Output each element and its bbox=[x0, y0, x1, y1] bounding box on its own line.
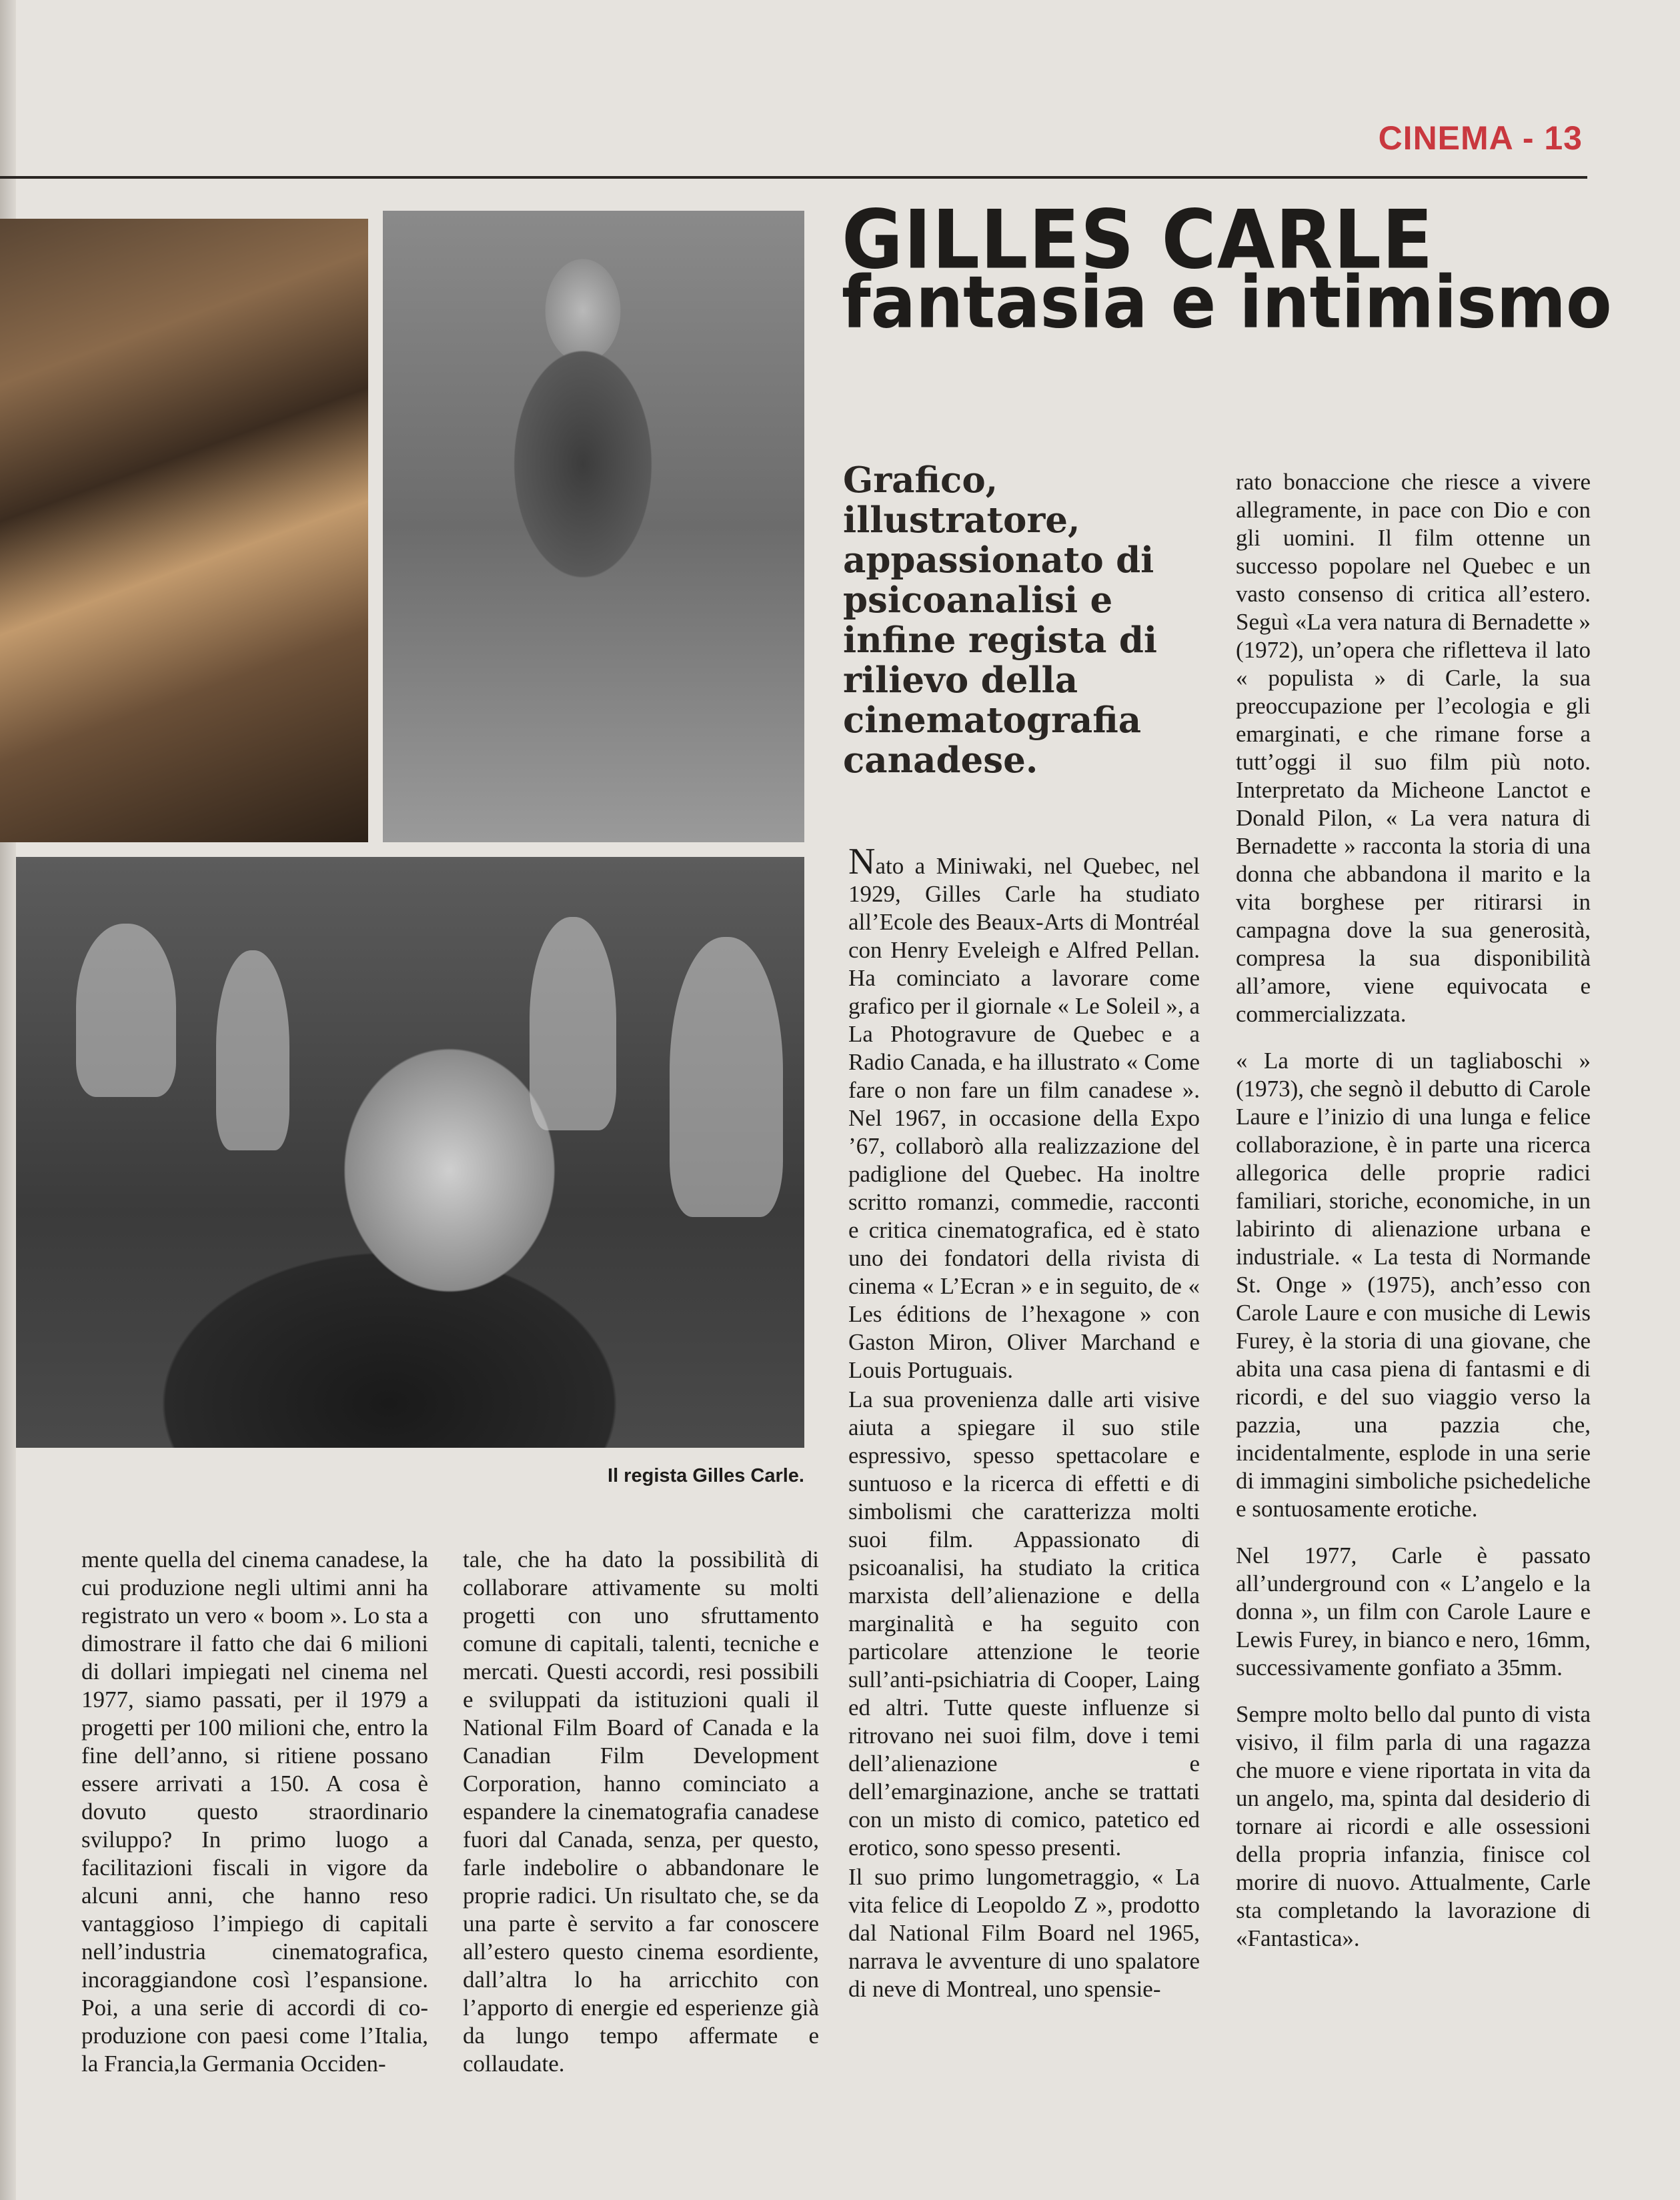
paragraph: mente quella del cinema canadese, la cui produzione negli ultimi anni ha registrato un vero « boom ». Lo sta a dimostrare il fatto che dai 6 milioni di dollari impiegati nel cinema nel 1977, siamo passati, per il 1979 a progetti per 100 milioni che, entro la fine dell’anno, si ritiene possano essere arrivati a 150. A cosa è dovuto questo straordinario sviluppo? In primo luogo a facilitazioni fiscali in vigore da alcuni anni, che hanno reso vantaggioso l’impiego di capitali nell’industria cinematografica, incoraggiandone così l’espansione. Poi, a una serie di accordi di co-produzione con paesi come l’Italia, la Francia,la Germania Occiden- bbox=[81, 1546, 428, 2077]
paragraph bbox=[848, 843, 1200, 1384]
paragraph: Nel 1977, Carle è passato all’underground con « L’angelo e la donna », un film con Carole Laure e Lewis Furey, in bianco e nero, 16mm, successivamente gonfiato a 35mm. bbox=[1236, 1542, 1591, 1681]
text-column-3 bbox=[848, 843, 1200, 2003]
paragraph: rato bonaccione che riesce a vivere allegramente, in pace con Dio e con gli uomini. Il film ottenne un successo popolare nel Quebec e un vasto consenso di critica all’estero. Seguì «La vera natura di Bernadette » (1972), un’opera che rifletteva il lato « populista » di Carle, la sua preoccupazione per l’ecologia e gli emarginati, e che rimane forse a tutt’oggi il suo film più noto. Interpretato da Micheone Lanctot e Donald Pilon, « La vera natura di Bernadette » racconta la storia di una donna che abbandona il marito e la vita borghese per ritirarsi in campagna dove la sua generosità, compresa la sua disponibilità all’amore, viene equivocata e commercializzata. bbox=[1236, 469, 1591, 1027]
text-column-1 bbox=[81, 1546, 428, 2078]
paragraph-text: ato a Miniwaki, nel Quebec, nel 1929, Gilles Carle ha studiato all’Ecole des Beaux-Arts di Montréal con Henry Eveleigh e Alfred Pellan. Ha cominciato a lavorare come grafico per il giornale « Le Soleil », a La Photogravure de Quebec e a Radio Canada, e ha illustrato « Come fare o non fare un film canadese ». Nel 1967, in occasione della Expo ’67, collaborò alla realizzazione del padiglione del Quebec. Ha inoltre scritto romanzi, commedie, racconti e critica cinematografica, ed è stato uno dei fondatori della rivista di cinema « L’Ecran » e in seguito, de « Les éditions de l’hexagone » con Gaston Miron, Oliver Marchand e Louis Portuguais. bbox=[848, 853, 1200, 1383]
section-header: CINEMA - 13 bbox=[1378, 119, 1583, 157]
text-column-4 bbox=[1236, 468, 1591, 1953]
article-title: GILLES CARLE bbox=[842, 193, 1434, 287]
drop-cap: N bbox=[848, 841, 876, 882]
article-lead: Grafico, illustratore, appassionato di psicoanalisi e infine regista di rilievo della cinematografia canadese. bbox=[843, 459, 1158, 781]
header-rule bbox=[0, 176, 1587, 179]
paragraph: La sua provenienza dalle arti visive aiuta a spiegare il suo stile espressivo, spesso spettacolare e suntuoso e la ricerca di effetti e di simbolismi che caratterizza molti suoi film. Appassionato di psicoanalisi, ha studiato la critica marxista dell’alienazione e della marginalità e ha seguito con particolare attenzione le teorie sull’anti-psichiatria di Cooper, Laing ed altri. Tutte queste influenze si ritrovano nei suoi film, dove i temi dell’alienazione e dell’emarginazione, anche se trattati con un misto di comico, patetico ed erotico, sono spesso presenti. bbox=[848, 1386, 1200, 1861]
paragraph: Sempre molto bello dal punto di vista visivo, il film parla di una ragazza che muore e viene riportata in vita da un angelo, ma, spinta dal desiderio di tornare ai ricordi e alle ossessioni della propria infanzia, finisce col morire di nuovo. Attualmente, Carle sta completando la lavorazione di «Fantastica». bbox=[1236, 1701, 1591, 1951]
photo-actress bbox=[383, 211, 804, 842]
text-column-2 bbox=[463, 1546, 819, 2078]
paragraph: « La morte di un tagliaboschi » (1973), che segnò il debutto di Carole Laure e l’inizio di una lunga e felice collaborazione, è in parte una ricerca allegorica delle proprie radici familiari, storiche, economiche, in un labirinto di alienazione urbana e industriale. « La testa di Normande St. Onge » (1975), anch’esso con Carole Laure e con musiche di Lewis Furey, è la storia di una giovane, che abita una casa piena di fantasmi e di ricordi, e del suo viaggio verso la pazzia, una pazzia che, incidentalmente, esplode in una serie di immagini simboliche psichedeliche e sontuosamente erotiche. bbox=[1236, 1048, 1591, 1522]
photo-left-color bbox=[0, 219, 368, 842]
paragraph: Il suo primo lungometraggio, « La vita felice di Leopoldo Z », prodotto dal National Film Board nel 1965, narrava le avventure di uno spalatore di neve di Montreal, uno spensie- bbox=[848, 1864, 1200, 2002]
photo-director bbox=[16, 857, 804, 1448]
article-subtitle: fantasia e intimismo bbox=[842, 260, 1612, 345]
paragraph: tale, che ha dato la possibilità di collaborare attivamente su molti progetti con uno sfruttamento comune di capitali, talenti, tecniche e mercati. Questi accordi, resi possibili e sviluppati da istituzioni quali il National Film Board of Canada e la Canadian Film Development Corporation, hanno cominciato a espandere la cinematografia canadese fuori dal Canada, senza, per questo, farle indebolire o abbandonare le proprie radici. Un risultato che, se da una parte è servito a far conoscere all’estero questo cinema esordiente, dall’altra lo ha arricchito con l’apporto di energie ed esperienze già da lungo tempo affermate e collaudate. bbox=[463, 1546, 819, 2077]
photo-caption: Il regista Gilles Carle. bbox=[608, 1465, 804, 1486]
